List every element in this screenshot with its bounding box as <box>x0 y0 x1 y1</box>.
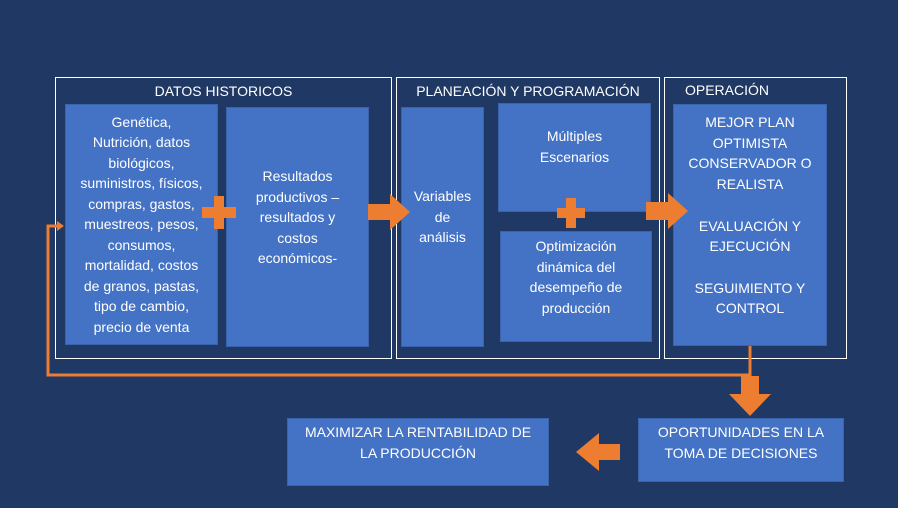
left-arrow-icon <box>576 433 620 471</box>
variables-text: Variables de análisis <box>413 188 472 245</box>
operacion-title: OPERACIÓN <box>684 82 769 98</box>
escenarios-text: Múltiples Escenarios <box>539 128 610 165</box>
down-arrow-icon <box>729 376 771 416</box>
planeacion-title: PLANEACIÓN Y PROGRAMACIÓN <box>416 83 640 99</box>
feedback-loop-arrowhead-icon <box>57 221 64 231</box>
right-arrow-icon-2 <box>646 193 688 229</box>
genetica-text: Genética, Nutrición, datos biológicos, suministros, físicos, compras, gastos, muestreos, pesos, consumos, mortalidad, costos de granos, pastas, tipo de cambio, precio de venta <box>80 113 203 335</box>
maximizar-text: MAXIMIZAR LA RENTABILIDAD DE LA PRODUCCIÓN <box>304 424 532 461</box>
datos-historicos-title: DATOS HISTORICOS <box>154 83 293 99</box>
optimizacion-text: Optimización dinámica del desempeño de producción <box>529 238 623 316</box>
feedback-loop-line <box>48 226 750 375</box>
plus-icon-middle <box>557 198 585 228</box>
right-arrow-icon-1 <box>368 194 410 230</box>
plus-icon-left <box>202 196 236 229</box>
oportunidades-text: OPORTUNIDADES EN LA TOMA DE DECISIONES <box>657 424 825 461</box>
operacion-text: MEJOR PLAN OPTIMISTA CONSERVADOR O REALISTA EVALUACIÓN Y EJECUCIÓN SEGUIMIENTO Y CONTROL <box>688 114 812 317</box>
resultados-text: Resultados productivos – resultados y costos económicos- <box>255 168 340 266</box>
